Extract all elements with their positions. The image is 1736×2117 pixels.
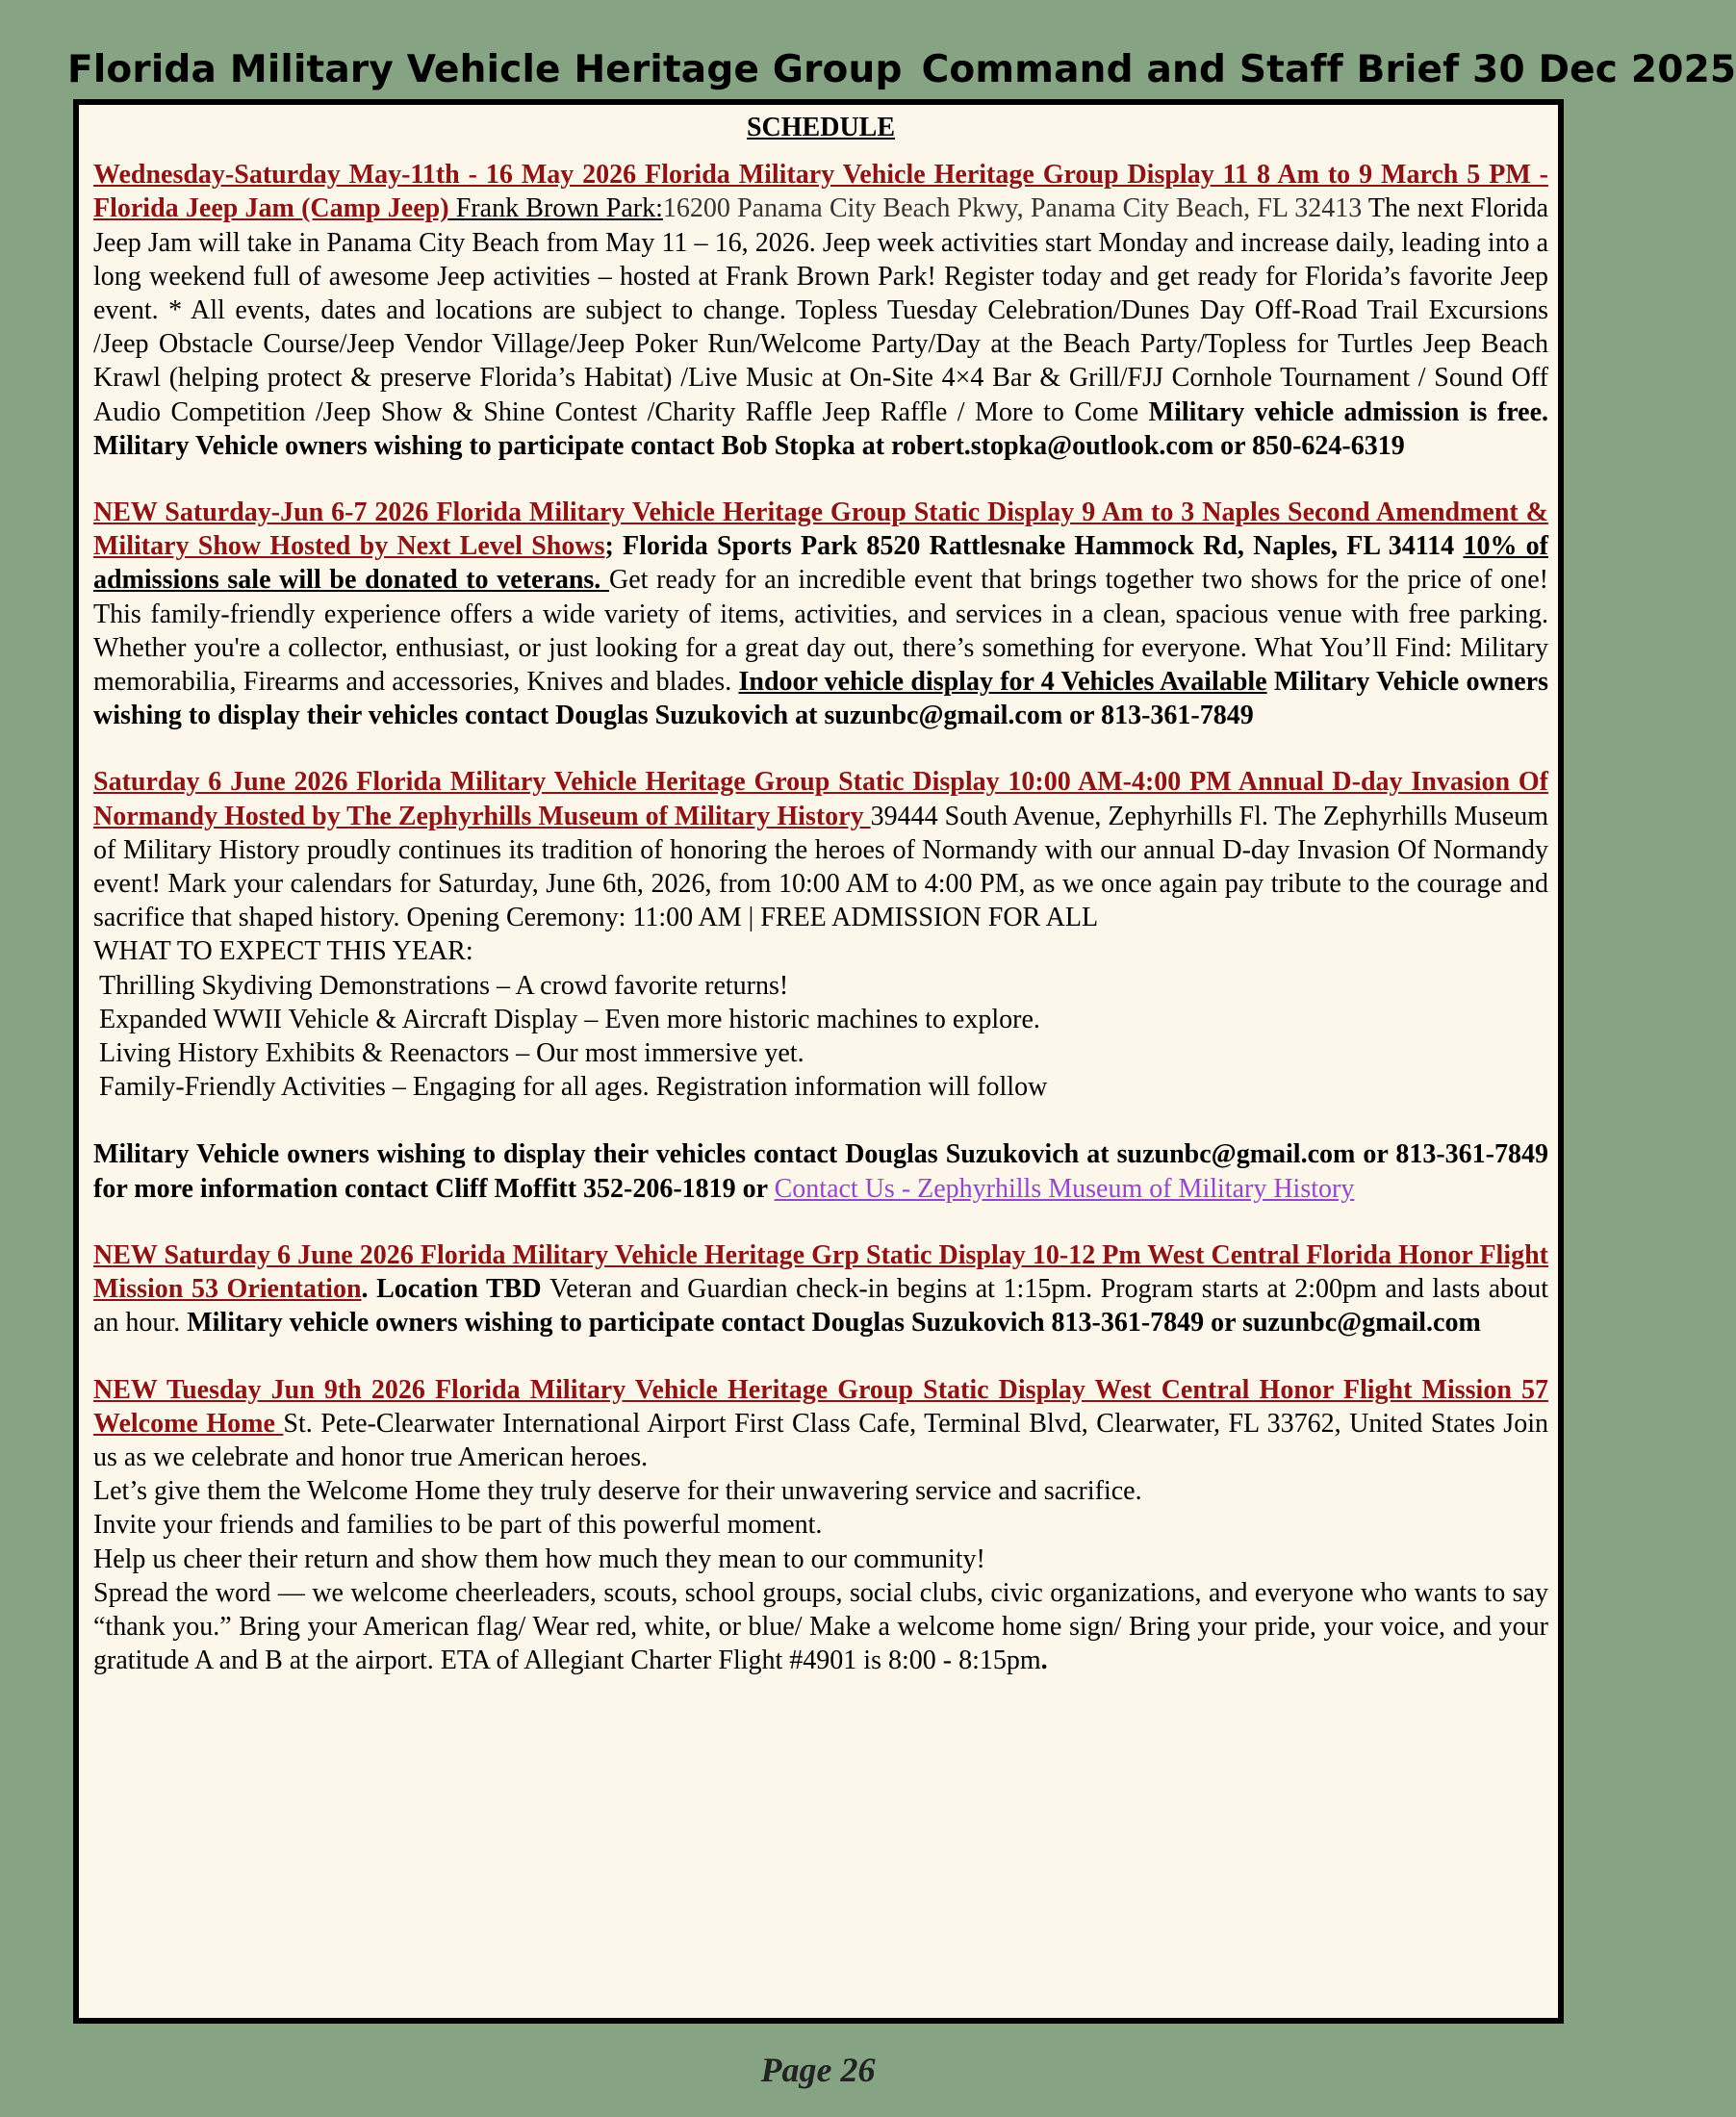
event-contact: Military vehicle admission is free. Military Vehicle owners wishing to participate contact Bob Stopka at robert.stopka@outlook.com or 850-624-6319 (93, 396, 1548, 461)
event-body: Get ready for an incredible event that brings together two shows for the price of one! This family-friendly experience offers a wide variety of items, activities, and services in a clean, spacious venue with free parking. Whether you're a collector, enthusiast, or just looking for a great day out, there’s something for everyone. What You’ll Find: Military memorabilia, Firearms and accessories, Knives and blades. (93, 565, 1548, 698)
event-jeep-jam (93, 158, 1548, 463)
event-contact: Military Vehicle owners wishing to display their vehicles contact Douglas Suzukovich at suzunbc@gmail.com or 813-361-7849 (93, 667, 1548, 731)
list-item: Thrilling Skydiving Demonstrations – A crowd favorite returns! (99, 970, 789, 1001)
event-body: The next Florida Jeep Jam will take in Panama City Beach from May 11 – 16, 2026. Jeep week activities start Monday and increase daily, leading into a long weekend full of awesome Jeep activities – hosted at Frank Brown Park! Register today and get ready for Florida’s favorite Jeep event. * All events, dates and locations are subject to change. Topless Tuesday Celebration/Dunes Day Off-Road Trail Excursions /Jeep Obstacle Course/Jeep Vendor Village/Jeep Poker Run/Welcome Party/Day at the Beach Party/Topless for Turtles Jeep Beach Krawl (helping protect & preserve Florida’s Habitat) /Live Music at On-Site 4×4 Bar & Grill/FJJ Cornhole Tournament / Sound Off Audio Competition /Jeep Show & Shine Contest /Charity Raffle Jeep Raffle / More to Come (93, 193, 1549, 427)
event-body: St. Pete-Clearwater International Airport First Class Cafe, Terminal Blvd, Clearwater, FL 33762, United States Join us as we celebrate and honor true American heroes. (93, 1408, 1548, 1472)
event-line: Help us cheer their return and show them how much they mean to our community! (93, 1543, 985, 1574)
event-headline: NEW Tuesday Jun 9th 2026 Florida Military Vehicle Heritage Group Static Display West Central Honor Flight Mission 57 Welcome Home (93, 1374, 1548, 1439)
event-headline: Wednesday-Saturday May-11th - 16 May 2026 Florida Military Vehicle Heritage Group Display 11 8 Am to 9 March 5 PM - Florida Jeep Jam (Camp Jeep) (93, 160, 1548, 224)
event-closing-end: . (1040, 1645, 1048, 1676)
event-address: 16200 Panama City Beach Pkwy, Panama City Beach, FL 32413 (662, 193, 1363, 224)
event-naples-show (93, 496, 1548, 732)
schedule-content (93, 111, 1548, 1677)
event-contact: Military Vehicle owners wishing to display their vehicles contact Douglas Suzukovich at suzunbc@gmail.com or 813-361-7849 for more information contact Cliff Moffitt 352-206-1819 or (93, 1139, 1548, 1204)
list-item: Family-Friendly Activities – Engaging for all ages. Registration information will follow (99, 1072, 1048, 1103)
event-donation: 10% of admissions sale will be donated to veterans. (93, 531, 1549, 596)
event-closing: Spread the word — we welcome cheerleaders, scouts, school groups, social clubs, civic organizations, and everyone who wants to say “thank you.” Bring your American flag/ Wear red, white, or blue/ Make a welcome home sign/ Bring your pride, your voice, and your gratitude A and B at the airport. ETA of Allegiant Charter Flight #4901 is 8:00 - 8:15pm (93, 1577, 1548, 1676)
list-item: Expanded WWII Vehicle & Aircraft Display – Even more historic machines to explore. (99, 1004, 1040, 1034)
contact-us-link[interactable]: Contact Us - Zephyrhills Museum of Military History (774, 1173, 1355, 1204)
list-item: Living History Exhibits & Reenactors – Our most immersive yet. (99, 1038, 804, 1069)
page-number: Page 26 (760, 2051, 876, 2089)
schedule-title: SCHEDULE (746, 113, 896, 142)
schedule-panel (73, 99, 1564, 2024)
event-headline: NEW Saturday 6 June 2026 Florida Military Vehicle Heritage Grp Static Display 10-12 Pm West Central Florida Honor Flight Mission 53 Orientation (93, 1239, 1548, 1305)
event-dday-normandy (93, 765, 1548, 1104)
event-body: 39444 South Avenue, Zephyrhills Fl. The Zephyrhills Museum of Military History proudly continues its tradition of honoring the heroes of Normandy with our annual D-day Invasion Of Normandy event! Mark your calendars for Saturday, June 6th, 2026, from 10:00 AM to 4:00 PM, as we once again pay tribute to the courage and sacrifice that shaped history. Opening Ceremony: 11:00 AM | FREE ADMISSION FOR ALL (93, 801, 1548, 933)
event-line: Invite your friends and families to be part of this powerful moment. (93, 1510, 823, 1541)
event-dday-contact-block (93, 1137, 1548, 1205)
event-honor-flight-53 (93, 1238, 1548, 1340)
header-brief: Command and Staff Brief 30 Dec 2025 (921, 48, 1736, 91)
expect-title: WHAT TO EXPECT THIS YEAR: (93, 936, 473, 967)
event-headline: Saturday 6 June 2026 Florida Military Vehicle Heritage Group Static Display 10:00 AM-4:00 PM Annual D-day Invasion Of Normandy Hosted by The Zephyrhills Museum of Military History (93, 767, 1548, 831)
event-venue: Frank Brown Park: (448, 193, 663, 224)
event-line: Let’s give them the Welcome Home they truly deserve for their unwavering service and sacrifice. (93, 1476, 1142, 1507)
event-location: . Location TBD (361, 1274, 550, 1305)
event-body: Veteran and Guardian check-in begins at 1:15pm. Program starts at 2:00pm and lasts about an hour. (93, 1274, 1548, 1339)
event-headline: NEW Saturday-Jun 6-7 2026 Florida Military Vehicle Heritage Group Static Display 9 Am to 3 Naples Second Amendment & Military Show Hosted by Next Level Shows (93, 497, 1548, 562)
event-location: Florida Sports Park 8520 Rattlesnake Hammock Rd, Naples, FL 34114 (613, 531, 1464, 562)
event-indoor-display: Indoor vehicle display for 4 Vehicles Available (738, 667, 1267, 698)
event-honor-flight-57 (93, 1373, 1548, 1678)
header-org: Florida Military Vehicle Heritage Group (67, 48, 903, 91)
event-semicolon: ; (604, 531, 614, 562)
event-contact: Military vehicle owners wishing to participate contact Douglas Suzukovich 813-361-7849 or suzunbc@gmail.com (187, 1308, 1481, 1339)
page-header (67, 46, 1736, 94)
